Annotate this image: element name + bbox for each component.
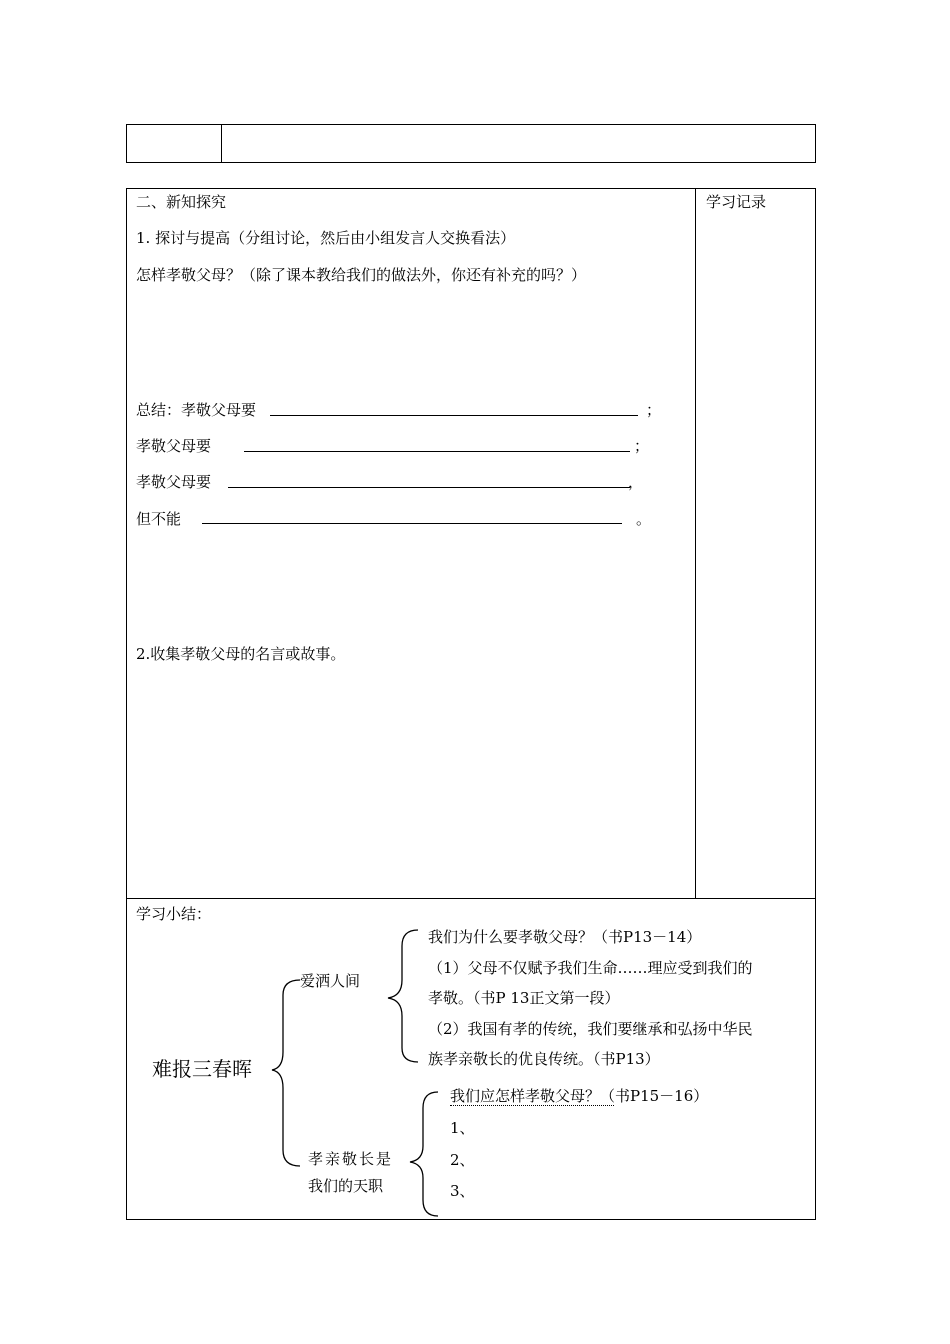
branch-2-item-1: 1、: [450, 1119, 475, 1137]
branch-1-item-1: 我们为什么要孝敬父母？（书P13－14）: [428, 928, 702, 946]
summary-title: 学习小结：: [136, 905, 212, 923]
branch-2-item-3: 3、: [450, 1182, 475, 1200]
mindmap-root: 难报三春晖: [152, 1057, 252, 1081]
summary-line-4-end: 。: [636, 510, 652, 528]
summary-line-1-label: 总结：孝敬父母要: [136, 401, 257, 419]
branch-1-label: 爱洒人间: [300, 972, 361, 990]
question-1-prompt: 怎样孝敬父母？（除了课本教给我们的做法外，你还有补充的吗？）: [136, 266, 587, 284]
section-title: 二、新知探究: [136, 193, 227, 211]
question-1: 1. 探讨与提高（分组讨论，然后由小组发言人交换看法）: [136, 229, 516, 247]
branch-2-label-line-2: 我们的天职: [308, 1177, 384, 1195]
branch-1-item-5: 族孝亲敬长的优良传统。（书P13）: [428, 1050, 660, 1068]
branch-1-item-4: （2）我国有孝的传统，我们要继承和弘扬中华民: [428, 1020, 753, 1038]
notes-column-header: 学习记录: [706, 193, 767, 211]
summary-line-4-label: 但不能: [136, 510, 182, 528]
summary-line-1-end: ；: [646, 401, 662, 419]
summary-line-3-end: ，: [628, 473, 644, 491]
branch-2-brace: [410, 1092, 438, 1216]
summary-line-2-end: ；: [634, 437, 650, 455]
branch-1-brace: [388, 930, 418, 1062]
branch-2-item-2: 2、: [450, 1151, 475, 1169]
branch-1-item-3: 孝敬。（书P 13正文第一段）: [428, 989, 620, 1007]
question-2: 2.收集孝敬父母的名言或故事。: [136, 645, 346, 663]
branch-2-question: 我们应怎样孝敬父母？（书P15－16）: [450, 1087, 709, 1105]
summary-line-3-label: 孝敬父母要: [136, 473, 212, 491]
branch-1-item-2: （1）父母不仅赋予我们生命……理应受到我们的: [428, 959, 753, 977]
branch-2-label-line-1: 孝亲敬长是: [308, 1150, 394, 1168]
summary-line-2-label: 孝敬父母要: [136, 437, 212, 455]
root-brace: [272, 980, 300, 1166]
